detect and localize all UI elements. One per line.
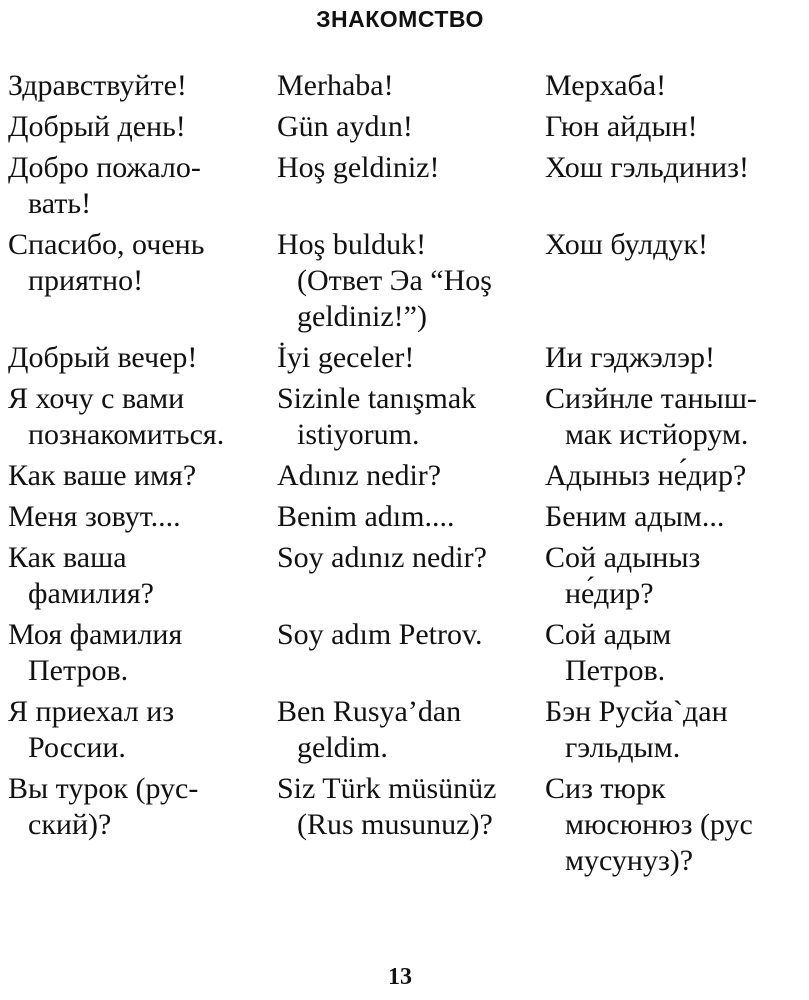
turkish-phrase-line: Soy adınız nedir? bbox=[277, 541, 487, 574]
transliteration-cell bbox=[537, 694, 809, 766]
russian-phrase-line: Как ваша bbox=[8, 541, 127, 574]
russian-phrase-line: ский)? bbox=[28, 808, 112, 841]
turkish-phrase-cell bbox=[267, 68, 537, 104]
russian-phrase-line: Я хочу с вами bbox=[8, 382, 185, 415]
turkish-phrase-cell bbox=[267, 340, 537, 376]
turkish-phrase-line: Hoş bulduk! bbox=[277, 228, 427, 261]
phrase-row bbox=[0, 109, 809, 145]
transliteration-cell bbox=[537, 458, 809, 494]
turkish-phrase-line: Gün aydın! bbox=[277, 110, 413, 143]
russian-phrase-cell bbox=[0, 340, 267, 376]
turkish-phrase-line: (Rus musunuz)? bbox=[297, 808, 493, 841]
russian-phrase-line: России. bbox=[28, 731, 126, 764]
phrase-row bbox=[0, 458, 809, 494]
russian-phrase-line: Вы турок (рус- bbox=[8, 772, 199, 805]
russian-phrase-line: Меня зовут.... bbox=[8, 500, 181, 533]
transliteration-line: гэльдым. bbox=[565, 731, 681, 764]
russian-phrase-cell bbox=[0, 617, 267, 689]
russian-phrase-cell bbox=[0, 458, 267, 494]
transliteration-cell bbox=[537, 150, 809, 222]
russian-phrase-cell bbox=[0, 227, 267, 335]
transliteration-line: Ии гэджэлэр! bbox=[545, 341, 716, 374]
turkish-phrase-line: Sizinle tanışmak bbox=[277, 382, 477, 415]
russian-phrase-cell bbox=[0, 499, 267, 535]
russian-phrase-line: Петров. bbox=[28, 654, 129, 687]
transliteration-line: Сизйнле таныш- bbox=[545, 382, 757, 415]
transliteration-cell bbox=[537, 617, 809, 689]
turkish-phrase-line: istiyorum. bbox=[297, 418, 420, 451]
phrase-table bbox=[0, 68, 809, 884]
phrase-row bbox=[0, 617, 809, 689]
transliteration-line: Гюн айдын! bbox=[545, 110, 698, 143]
turkish-phrase-line: Soy adım Petrov. bbox=[277, 618, 483, 651]
russian-phrase-cell bbox=[0, 540, 267, 612]
turkish-phrase-line: geldiniz!”) bbox=[297, 300, 427, 333]
turkish-phrase-line: geldim. bbox=[297, 731, 388, 764]
phrase-row bbox=[0, 381, 809, 453]
russian-phrase-cell bbox=[0, 694, 267, 766]
turkish-phrase-cell bbox=[267, 381, 537, 453]
turkish-phrase-line: Adınız nedir? bbox=[277, 459, 442, 492]
phrase-row bbox=[0, 540, 809, 612]
phrase-row bbox=[0, 771, 809, 879]
turkish-phrase-line: Merhaba! bbox=[277, 69, 394, 102]
transliteration-cell bbox=[537, 340, 809, 376]
russian-phrase-line: Как ваше имя? bbox=[8, 459, 197, 492]
transliteration-cell bbox=[537, 68, 809, 104]
turkish-phrase-cell bbox=[267, 694, 537, 766]
turkish-phrase-cell bbox=[267, 617, 537, 689]
turkish-phrase-line: Ben Rusya’dan bbox=[277, 695, 462, 728]
turkish-phrase-line: İyi geceler! bbox=[277, 341, 415, 374]
russian-phrase-cell bbox=[0, 381, 267, 453]
turkish-phrase-cell bbox=[267, 227, 537, 335]
turkish-phrase-line: (Ответ Эа “Hoş bbox=[297, 264, 492, 297]
russian-phrase-cell bbox=[0, 68, 267, 104]
russian-phrase-cell bbox=[0, 150, 267, 222]
transliteration-line: Сиз тюрк bbox=[545, 772, 666, 805]
transliteration-cell bbox=[537, 499, 809, 535]
transliteration-cell bbox=[537, 381, 809, 453]
phrase-row bbox=[0, 68, 809, 104]
page-title: ЗНАКОМСТВО bbox=[316, 6, 484, 32]
turkish-phrase-line: Siz Türk müsünüz bbox=[277, 772, 497, 805]
turkish-phrase-cell bbox=[267, 150, 537, 222]
turkish-phrase-cell bbox=[267, 499, 537, 535]
transliteration-line: не́дир? bbox=[565, 577, 654, 610]
transliteration-line: Беним адым... bbox=[545, 500, 725, 533]
transliteration-line: Адыныз не́дир? bbox=[545, 459, 747, 492]
transliteration-line: Хош булдук! bbox=[545, 228, 708, 261]
transliteration-cell bbox=[537, 771, 809, 879]
transliteration-line: Бэн Русйа`дан bbox=[545, 695, 728, 728]
transliteration-line: Сой адым bbox=[545, 618, 672, 651]
russian-phrase-line: познакомиться. bbox=[28, 418, 225, 451]
transliteration-line: мюсюнюз (рус bbox=[565, 808, 753, 841]
transliteration-line: мак истйорум. bbox=[565, 418, 749, 451]
turkish-phrase-line: Benim adım.... bbox=[277, 500, 455, 533]
turkish-phrase-cell bbox=[267, 771, 537, 879]
russian-phrase-line: Я приехал из bbox=[8, 695, 175, 728]
phrase-row bbox=[0, 499, 809, 535]
page-number: 13 bbox=[388, 964, 412, 990]
transliteration-cell bbox=[537, 109, 809, 145]
russian-phrase-line: Спасибо, очень bbox=[8, 228, 205, 261]
turkish-phrase-cell bbox=[267, 540, 537, 612]
russian-phrase-line: приятно! bbox=[28, 264, 144, 297]
russian-phrase-line: Добрый вечер! bbox=[8, 341, 198, 374]
transliteration-line: Сой адыныз bbox=[545, 541, 701, 574]
turkish-phrase-cell bbox=[267, 109, 537, 145]
transliteration-line: мусунуз)? bbox=[565, 844, 694, 877]
russian-phrase-line: Добрый день! bbox=[8, 110, 186, 143]
phrase-row bbox=[0, 227, 809, 335]
russian-phrase-line: вать! bbox=[28, 187, 92, 220]
russian-phrase-line: Добро пожало- bbox=[8, 151, 201, 184]
transliteration-cell bbox=[537, 540, 809, 612]
russian-phrase-line: Моя фамилия bbox=[8, 618, 183, 651]
transliteration-line: Петров. bbox=[565, 654, 666, 687]
transliteration-line: Мерхаба! bbox=[545, 69, 667, 102]
russian-phrase-cell bbox=[0, 771, 267, 879]
russian-phrase-cell bbox=[0, 109, 267, 145]
russian-phrase-line: Здравствуйте! bbox=[8, 69, 187, 102]
transliteration-line: Хош гэльдиниз! bbox=[545, 151, 749, 184]
phrase-row bbox=[0, 150, 809, 222]
transliteration-cell bbox=[537, 227, 809, 335]
turkish-phrase-line: Hoş geldiniz! bbox=[277, 151, 440, 184]
phrase-row bbox=[0, 340, 809, 376]
turkish-phrase-cell bbox=[267, 458, 537, 494]
russian-phrase-line: фамилия? bbox=[28, 577, 154, 610]
phrase-row bbox=[0, 694, 809, 766]
